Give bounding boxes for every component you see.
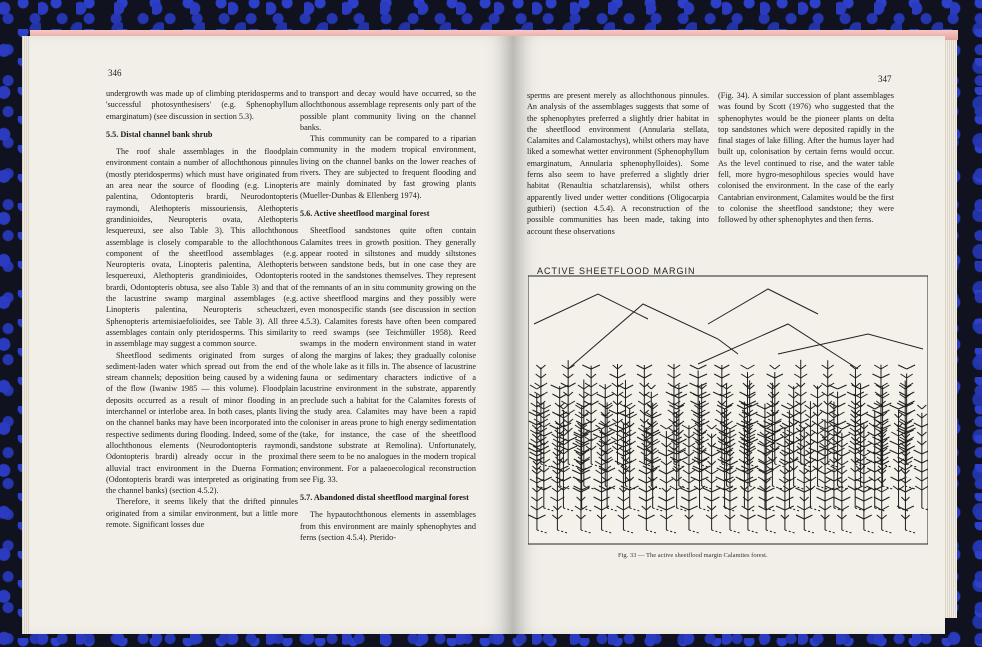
right-page-column-2 <box>718 90 894 226</box>
paragraph: Therefore, it seems likely that the drifted pinnules originated from a similar environment, but a little more remote. Significant losses due <box>106 497 298 529</box>
right-page-number: 347 <box>878 74 892 84</box>
section-heading: 5.7. Abandoned distal sheetflood marginal forest <box>300 493 469 503</box>
paragraph: The hypautochthonous elements in assemblages from this environment are mainly sphenophytes and ferns (section 4.5.4). Pterido- <box>300 510 476 542</box>
right-page-column-1 <box>527 90 709 237</box>
page-stack-right <box>943 40 957 618</box>
left-page-column-2 <box>300 88 476 543</box>
section-heading: 5.5. Distal channel bank shrub <box>106 129 213 139</box>
paragraph: (Fig. 34). A similar succession of plant assemblages was found by Scott (1976) who suggested that the sphenophytes would be the pioneer plants on delta top sandstones which were deposited rapidly in the final stages of lake filling. After the humus layer had built up, colonisation by certain ferns would occur. As the level continued to rise, and the water table fell, more hygro-mesophilous species would have colonised the environment. In the case of the early Cantabrian environment, Calamites would be the first to colonise the sheetflood sandstone; they were followed by other sphenophytes and then ferns. <box>718 91 894 225</box>
paragraph: Sheetflood sediments originated from surges of sediment-laden water which spread out from the end of stream channels; deposition being caused by a widening of the flow (Iwaniw 1985 — this volume). Floodplain deposits occurred as a result of minor flooding in an interchannel or interlobe area. In both cases, plants living on the channel banks may have been incorporated into the respective sediments during flooding. Indeed, some of the allochthonous elements (Neurodontopteris raymondi, Odontopteris brardi) already occur in the proximal alluvial tract environment in the Duerna Formation; (Odontopteris brardi was interpreted as originating from the channel banks) (section 4.5.2). <box>106 350 298 496</box>
paragraph: Sheetflood sandstones quite often contain Calamites trees in growth position. They generally appear rooted in siltstones and muddy siltstones between sandstone beds, but in one case they are rooted in the sandstones themselves. They represent the remnants of an in situ community growing on the active sheetflood margins and they possibly were even monospecific stands (see discussion in section 4.5.3). Calamites forests have often been compared to reed swamps (see Teichmüller 1958). Reed swamps in the modern environment stand in water along the margins of lakes; they gradually colonise the whole lake as it fills in. The absence of lacustrine fauna or sedimentary characters indictive of a lacustrine environment in the substrate, apparently preclude such a habitat for the Calamites forests of the study area. Calamites may have been a rapid coloniser in areas prone to high energy sedimentation (take, for instance, the case of the sheetflood sandstone substrate at Remolina). Unfortunately, there seem to be no analogues in the modern tropical environment. For a palaeoecological reconstruction see Fig. 33. <box>300 226 476 484</box>
figure-caption: Fig. 33 — The active sheetflood margin Calamites forest. <box>618 552 768 559</box>
paragraph: undergrowth was made up of climbing pteridosperms and 'successful photosynthesisers' (e.g. Sphenophyllum emarginatum) (see discussion in section 5.3). <box>106 89 298 121</box>
paragraph: sperms are present merely as allochthonous pinnules. An analysis of the assemblages suggests that some of the sphenophytes preferred a slightly drier habitat in the sheetflood environment (Annularia stellata, Calamites and Calamostachys), whilst others may have liked a somewhat wetter environment (Sphenophyllum emarginatum, Annularia sphenophylloides). Some ferns also seem to have preferred a slightly drier habitat (Renaultia schatzlarensis), whilst others apparently lived under wetter conditions (Oligocarpia gutbieri) (section 4.5.4). A reconstruction of the possible communities has been made, taking into account these observations <box>527 91 709 236</box>
paragraph: This community can be compared to a riparian community in the modern tropical environment, living on the channel banks on the lower reaches of rivers. They are subjected to frequent flooding and are mainly dominated by fast growing plants (Mueller-Dunbas & Ellenberg 1974). <box>300 134 476 200</box>
left-page-column-1 <box>106 88 298 530</box>
calamites-forest-illustration <box>528 264 928 554</box>
paragraph: to transport and decay would have occurred, so the allochthonous assemblage represents only part of the possible plant community living on the channel banks. <box>300 89 476 132</box>
left-page-number: 346 <box>108 68 122 78</box>
figure-title: ACTIVE SHEETFLOOD MARGIN <box>537 266 696 276</box>
figure-frame <box>528 276 928 544</box>
paragraph: The roof shale assemblages in the floodplain environment contain a number of allochthonous pinnules (mostly pteridosperms) which must have originated from an area near the source of flooding (e.g. Linopteris palentina, Odontopteris brardi, Neurodontopteris raymondi, Alethopteris missouriensis, Alethopteris grandinioides, Neuropteris ovata, Alethopteris lesquereuxi, see also Table 3). This allochthonous assemblage is closely comparable to the allochthonous component of the sheetflood assemblages (e.g. Neuropteris ovata, Linopteris palentina, Alethopteris lesquereuxi, Alethopteris grandinioides, Odontopteris brardi, Odontopteris obtusa, see also Table 3) and that of the lacustrine swamp marginal assemblages (e.g. Linopteris palentina, Neuropteris scheuchzeri, Sphenopteris artemisiaefolioides, see Table 3). All three assemblages contain only pteridosperms. This similarity in assemblage may suggest a common source. <box>106 147 298 349</box>
section-heading: 5.6. Active sheetflood marginal forest <box>300 208 430 218</box>
